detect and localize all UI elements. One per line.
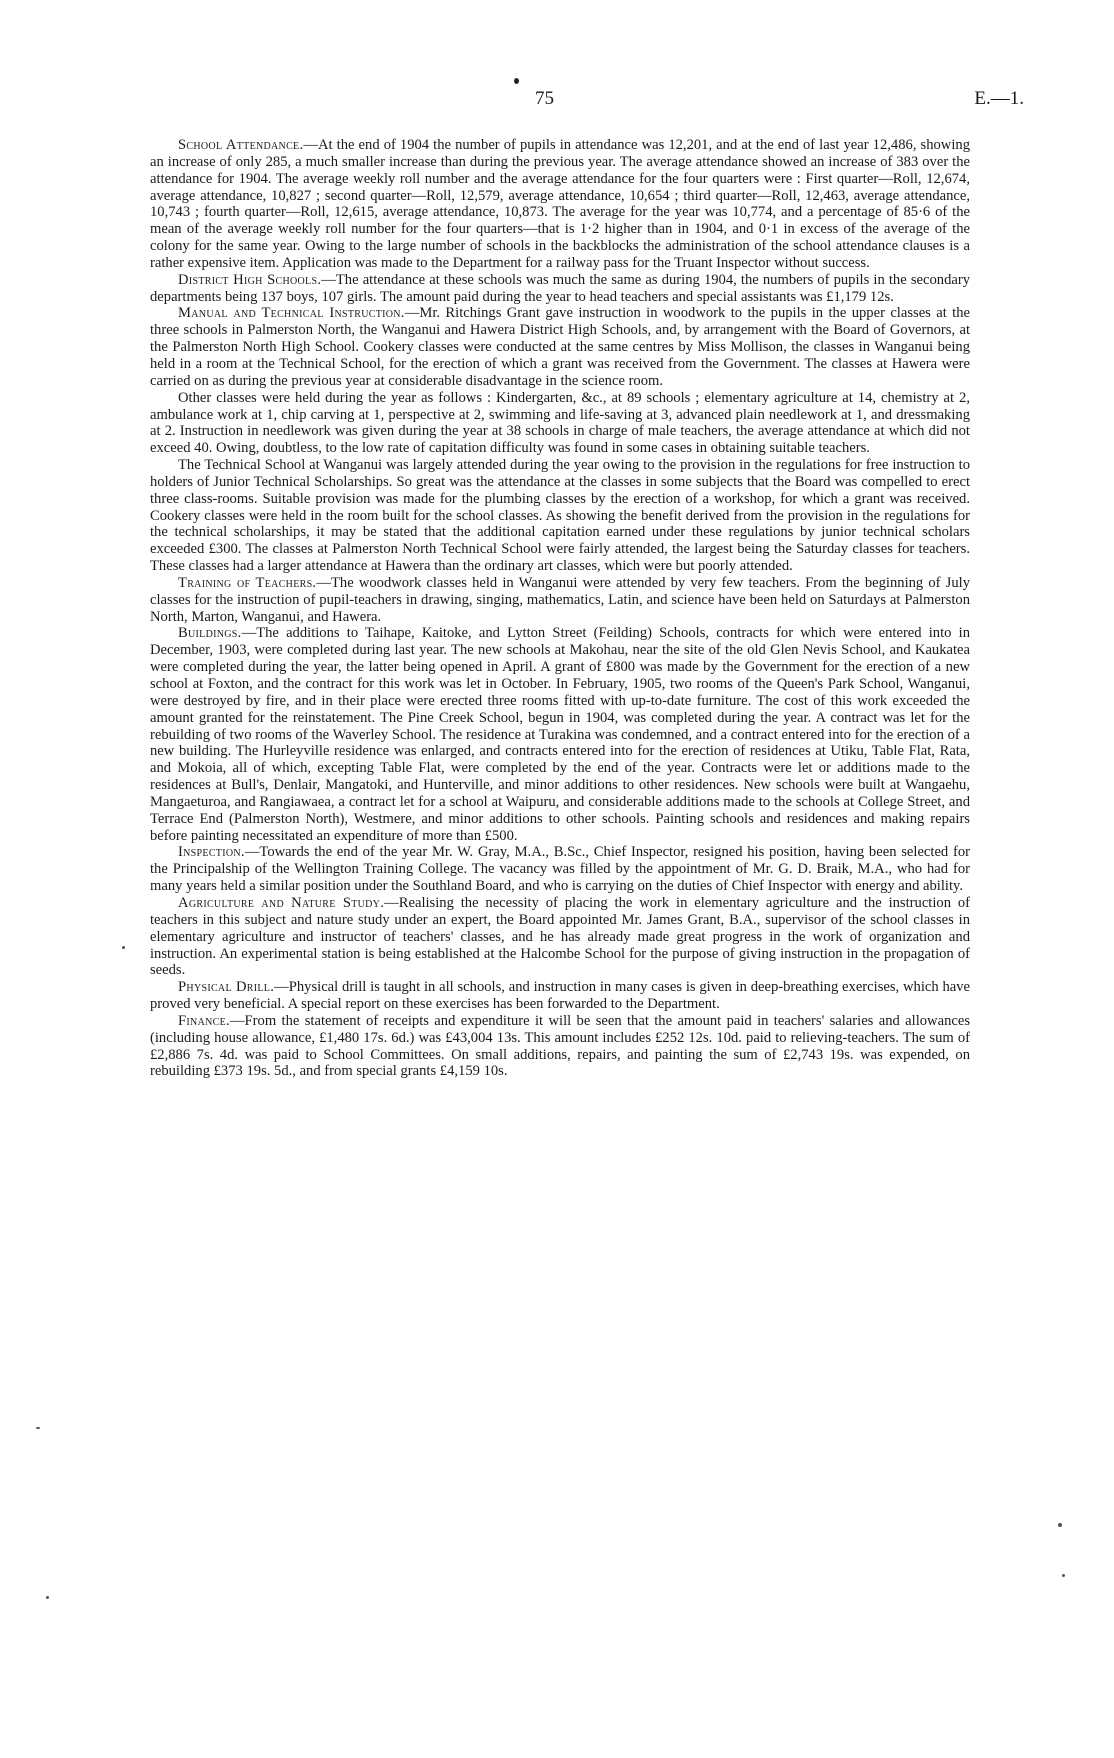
paragraph-school-attendance xyxy=(150,137,970,272)
scan-speck xyxy=(122,946,125,949)
paragraph-inspection xyxy=(150,844,970,895)
paragraph-text: —Mr. Ritchings Grant gave instruction in woodwork to the pupils in the upper classes at the three schools in Palmerston North, the Wanganui and Hawera District High Schools, and, by arrangement with the Board of Governors, at the Palmerston North High School. Cookery classes were conducted at the same centres by Miss Mollison, the classes in Wanganui being held in a room at the Technical School, for the erection of which a grant was received from the Government. The classes at Hawera were carried on as during the previous year at considerable disadvantage in the science room. xyxy=(150,305,970,389)
printer-dot xyxy=(514,78,519,84)
paragraph-technical-school xyxy=(150,457,970,575)
paragraph-text: —The woodwork classes held in Wanganui were attended by very few teachers. From the beginning of July classes for the instruction of pupil-teachers in drawing, singing, mathematics, Latin, and science have been held on Saturdays at Palmerston North, Marton, Wanganui, and Hawera. xyxy=(150,574,971,625)
page-number: 75 xyxy=(535,88,554,109)
paragraph-finance xyxy=(150,1013,970,1080)
paragraph-text: —Towards the end of the year Mr. W. Gray, M.A., B.Sc., Chief Inspector, resigned his position, having been selected for the Principalship of the Wellington Training College. The vacancy was filled by the appointment of Mr. G. D. Braik, M.A., who had for many years held a similar position under the Southland Board, and who is carrying on the duties of Chief Inspector with energy and ability. xyxy=(150,844,970,895)
section-heading: Training of Teachers. xyxy=(178,574,317,591)
page-header xyxy=(0,88,1114,114)
paragraph-text: Other classes were held during the year as follows : Kindergarten, &c., at 89 schools ; elementary agriculture at 14, chemistry at 2, ambulance work at 1, chip carving at 1, perspective at 2, swimming and life-saving at 3, advanced plain needlework at 1, and dressmaking at 2. Instruction in needlework was given during the year at 38 schools in charge of male teachers, the average attendance at which did not exceed 40. Owing, doubtless, to the low rate of capitation difficulty was found in some cases in obtaining suitable teachers. xyxy=(150,389,970,457)
document-reference: E.—1. xyxy=(974,88,1024,109)
scan-speck xyxy=(46,1596,49,1599)
section-heading: Inspection. xyxy=(178,844,245,861)
paragraph-physical-drill xyxy=(150,979,970,1013)
section-heading: Buildings. xyxy=(178,625,242,642)
paragraph-text: —The additions to Taihape, Kaitoke, and Lytton Street (Feilding) Schools, contracts for which were entered into in December, 1903, were completed during last year. The new schools at Makohau, near the site of the old Glen Nevis School, and Kaukatea were completed during the year, the latter being opened in April. A grant of £800 was made by the Government for the erection of a new school at Foxton, and the contract for this work was let in October. In February, 1905, two rooms of the Queen's Park School, Wanganui, were destroyed by fire, and in their place were erected three rooms fitted with up-to-date furniture. The cost of this work exceeded the amount granted for the reinstatement. The Pine Creek School, begun in 1904, was completed during the year. A contract was let for the rebuilding of two rooms of the Waverley School. The residence at Turakina was condemned, and a contract entered into for the erection of a new building. The Hurleyville residence was enlarged, and contracts entered into for the erection of residences at Utiku, Table Flat, Rata, and Mokoia, all of which, excepting Table Flat, were completed by the end of the year. Contracts were let or additions made to the residences at Bull's, Denlair, Mangatoki, and Hunterville, and minor additions to other residences. New schools were built at Wangaehu, Mangaeturoa, and Rangiawaea, a contract let for a school at Waipuru, and considerable additions made to the schools at College Street, and Terrace End (Palmerston North), Westmere, and minor additions to other schools. Painting schools and residences and making repairs before painting necessitated an expenditure of more than £500. xyxy=(150,625,970,844)
paragraph-text: —From the statement of receipts and expenditure it will be seen that the amount paid in teachers' salaries and allowances (including house allowance, £1,480 17s. 6d.) was £43,004 13s. This amount includes £252 12s. 10d. paid to relieving-teachers. The sum of £2,886 7s. 4d. was paid to School Committees. On small additions, repairs, and painting the sum of £2,743 19s. was expended, on rebuilding £373 19s. 5d., and from special grants £4,159 10s. xyxy=(150,1012,970,1080)
paragraph-agriculture-nature-study xyxy=(150,895,970,979)
section-heading: Finance. xyxy=(178,1012,230,1029)
paragraph-text: —The attendance at these schools was much the same as during 1904, the numbers of pupils in the secondary departments being 137 boys, 107 girls. The amount paid during the year to head teachers and special assistants was £1,179 12s. xyxy=(150,271,971,305)
section-heading: District High Schools. xyxy=(178,271,322,288)
section-heading: School Attendance. xyxy=(178,137,304,153)
paragraph-manual-technical xyxy=(150,305,970,389)
paragraph-training-of-teachers xyxy=(150,575,970,626)
section-heading: Agriculture and Nature Study. xyxy=(178,894,385,911)
paragraph-text: The Technical School at Wanganui was largely attended during the year owing to the provision in the regulations for free instruction to holders of Junior Technical Scholarships. So great was the attendance at the classes in some subjects that the Board was compelled to erect three class-rooms. Suitable provision was made for the plumbing classes by the erection of a workshop, for which a grant was received. Cookery classes were held in the room built for the school classes. As showing the benefit derived from the provision in the regulations for the technical scholarships, it may be stated that the additional capitation earned under these regulations by junior technical scholars exceeded £300. The classes at Palmerston North Technical School were fairly attended, the largest being the Saturday classes for teachers. These classes had a larger attendance at Hawera than the ordinary art classes, which were but poorly attended. xyxy=(150,457,970,575)
scan-speck xyxy=(1062,1574,1065,1577)
paragraph-text: —Physical drill is taught in all schools, and instruction in many cases is given in deep-breathing exercises, which have proved very beneficial. A special report on these exercises has been forwarded to the Department. xyxy=(150,979,971,1013)
section-heading: Manual and Technical Instruction. xyxy=(178,305,405,322)
paragraph-district-high-schools xyxy=(150,272,970,306)
scan-speck xyxy=(36,1427,40,1429)
body-text xyxy=(150,137,970,1080)
section-heading: Physical Drill. xyxy=(178,979,275,996)
paragraph-text: —At the end of 1904 the number of pupils in attendance was 12,201, and at the end of last year 12,486, showing an increase of only 285, a much smaller increase than during the previous year. The average attendance showed an increase of 383 over the attendance for 1904. The average weekly roll number and the average attendance for the four quarters were : First quarter—Roll, 12,674, average attendance, 10,827 ; second quarter—Roll, 12,579, average attendance, 10,654 ; third quarter—Roll, 12,463, average attendance, 10,743 ; fourth quarter—Roll, 12,615, average attendance, 10,873. The average for the year was 10,774, and a percentage of 85·6 of the mean of the average weekly roll number for the four quarters—that is 1·2 higher than in 1904, and 0·1 in excess of the average of the colony for the same year. Owing to the large number of schools in the backblocks the administration of the school attendance clauses is a rather expensive item. Application was made to the Department for a railway pass for the Truant Inspector without success. xyxy=(150,137,970,271)
paragraph-other-classes xyxy=(150,390,970,457)
paragraph-text: —Realising the necessity of placing the work in elementary agriculture and the instruction of teachers in this subject and nature study under an expert, the Board appointed Mr. James Grant, B.A., supervisor of the school classes in elementary agriculture and instructor of teachers' classes, and he has already made great progress in the work of organization and instruction. An experimental station is being established at the Halcombe School for the purpose of giving instruction in the propagation of seeds. xyxy=(150,894,970,979)
scan-speck xyxy=(1058,1523,1062,1527)
paragraph-buildings xyxy=(150,625,970,844)
